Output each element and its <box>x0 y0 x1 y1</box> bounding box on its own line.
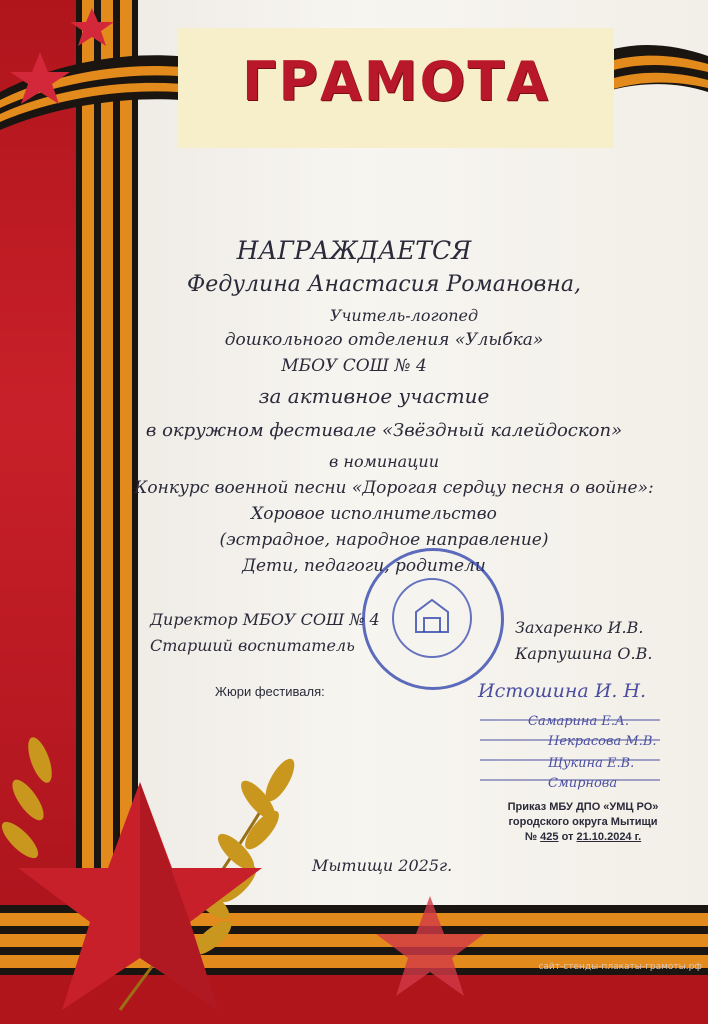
contest-direction: (эстрадное, народное направление) <box>219 530 549 550</box>
order-line-2: городского округа Мытищи <box>508 816 658 828</box>
building-icon <box>394 580 470 656</box>
order-number-line <box>478 830 688 845</box>
contest-category: Хоровое исполнительство <box>251 504 497 524</box>
contest-name: Конкурс военной песни «Дорогая сердцу песня о войне»: <box>134 478 654 498</box>
director-name: Захаренко И.В. <box>515 618 644 637</box>
awarded-heading: НАГРАЖДАЕТСЯ <box>236 236 472 265</box>
stamp-emblem <box>392 578 472 658</box>
award-reason: за активное участие <box>258 384 490 408</box>
recipient-name: Федулина Анастасия Романовна, <box>187 272 581 297</box>
recipient-school: МБОУ СОШ № 4 <box>281 356 427 376</box>
nomination-label: в номинации <box>329 452 439 471</box>
jury-signature-5: Смирнова <box>548 776 618 791</box>
festival-name: в окружном фестивале «Звёздный калейдоскоп» <box>145 420 623 441</box>
jury-signature-2: Самарина Е.А. <box>528 714 629 729</box>
site-credit: сайт-стенды-плакаты-грамоты.рф <box>538 962 702 972</box>
place-date: Мытищи 2025г. <box>312 856 453 875</box>
recipient-department: дошкольного отделения «Улыбка» <box>224 330 544 350</box>
senior-teacher-title: Старший воспитатель <box>150 636 355 655</box>
contest-group: Дети, педагоги, родители <box>242 556 486 576</box>
order-reference <box>478 800 688 845</box>
jury-label: Жюри фестиваля: <box>215 684 325 699</box>
certificate-title: ГРАМОТА <box>241 50 551 113</box>
recipient-position: Учитель-логопед <box>329 306 479 325</box>
order-number-prefix: № <box>524 831 538 843</box>
jury-signature-4: Щукина Е.В. <box>548 756 635 771</box>
order-line-1: Приказ МБУ ДПО «УМЦ РО» <box>507 801 659 813</box>
order-number: 425 <box>540 831 559 843</box>
jury-signature-3: Некрасова М.В. <box>548 734 657 749</box>
signature-lines <box>470 700 670 800</box>
jury-signature-1: Истошина И. Н. <box>478 680 647 702</box>
senior-teacher-name: Карпушина О.В. <box>515 644 653 663</box>
director-title: Директор МБОУ СОШ № 4 <box>150 610 380 629</box>
order-from: от <box>561 831 574 843</box>
order-date: 21.10.2024 г. <box>576 831 642 843</box>
